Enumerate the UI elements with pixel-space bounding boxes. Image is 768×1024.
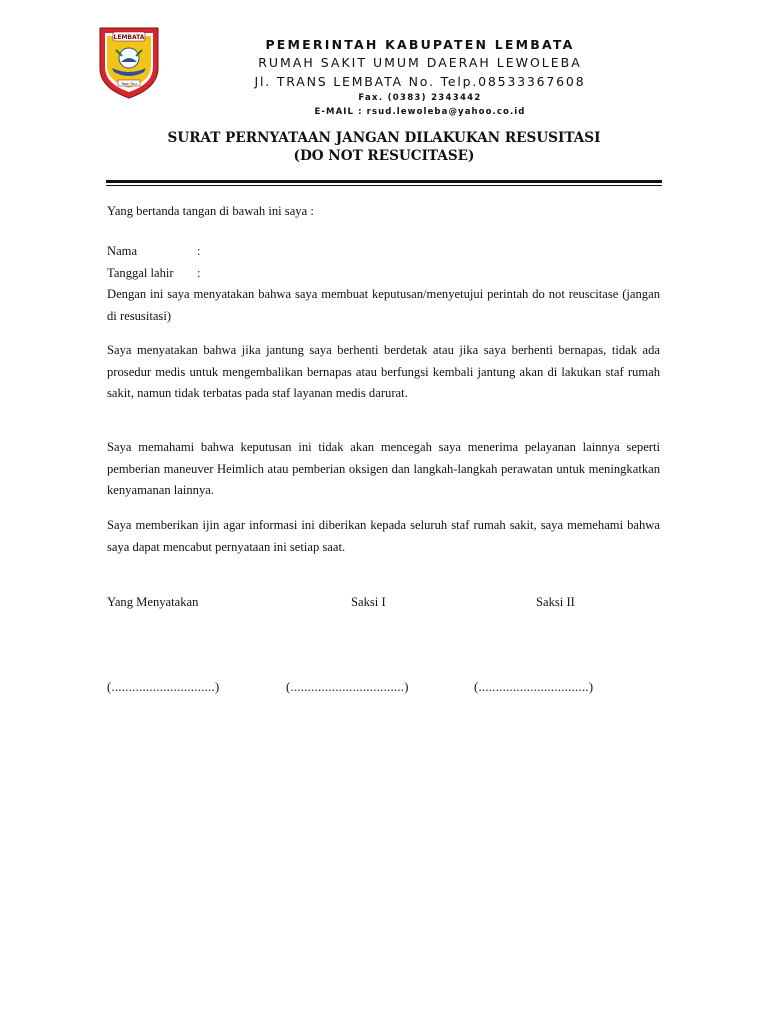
- intro-text: Yang bertanda tangan di bawah ini saya :: [107, 204, 314, 218]
- emblem-text: LEMBATA: [113, 34, 145, 41]
- government-name: PEMERINTAH KABUPATEN LEMBATA: [265, 37, 575, 52]
- field-birthdate: [107, 263, 201, 284]
- paragraph-1: Dengan ini saya menyatakan bahwa saya membuat keputusan/menyetujui perintah do not reuscitase (jangan di resusitasi): [107, 287, 660, 323]
- letterhead: [180, 36, 660, 119]
- header-divider-thin: [106, 185, 662, 186]
- lembata-regency-emblem-icon: [96, 24, 162, 100]
- document-title: [106, 129, 662, 165]
- signature-line-declarant: (..............................): [107, 680, 220, 694]
- signature-label-witness-2: Saksi II: [536, 595, 575, 609]
- field-name-colon: :: [197, 244, 201, 258]
- header-divider-thick: [106, 180, 662, 183]
- paragraph-2: Saya menyatakan bahwa jika jantung saya berhenti berdetak atau jika saya berhenti bernapas, tidak ada prosedur medis untuk mengembalikan bernapas atau berfungsi kembali jantung akan di lakukan staf rumah sakit, namun tidak terbatas pada staf layanan medis darurat.: [107, 343, 660, 400]
- signature-label-witness-1: Saksi I: [351, 595, 386, 609]
- signature-label-declarant: Yang Menyatakan: [107, 595, 199, 609]
- hospital-address: Jl. TRANS LEMBATA No. Telp.08533367608: [254, 74, 586, 89]
- emblem-motto: Taan Tou: [121, 82, 137, 86]
- field-birthdate-colon: :: [197, 266, 201, 280]
- hospital-fax: Fax. (0383) 2343442: [358, 93, 482, 103]
- signature-line-witness-2: (................................): [474, 680, 594, 694]
- field-name: [107, 241, 201, 262]
- signature-line-witness-1: (.................................): [286, 680, 409, 694]
- field-birthdate-label: Tanggal lahir: [107, 266, 174, 280]
- document-title-line1: SURAT PERNYATAAN JANGAN DILAKUKAN RESUSITASI: [167, 130, 601, 146]
- hospital-name: RUMAH SAKIT UMUM DAERAH LEWOLEBA: [258, 55, 582, 70]
- paragraph-4: Saya memberikan ijin agar informasi ini diberikan kepada seluruh staf rumah sakit, saya memehami bahwa saya dapat mencabut pernyataan ini setiap saat.: [107, 518, 660, 554]
- field-name-label: Nama: [107, 244, 138, 258]
- paragraph-3: Saya memahami bahwa keputusan ini tidak akan mencegah saya menerima pelayanan lainnya seperti pemberian maneuver Heimlich atau pemberian oksigen dan langkah-langkah perawatan untuk meningkatkan kenyamanan lainnya.: [107, 440, 660, 497]
- document-title-line2: (DO NOT RESUCITASE): [293, 148, 475, 164]
- hospital-email: E-MAIL : rsud.lewoleba@yahoo.co.id: [314, 107, 526, 117]
